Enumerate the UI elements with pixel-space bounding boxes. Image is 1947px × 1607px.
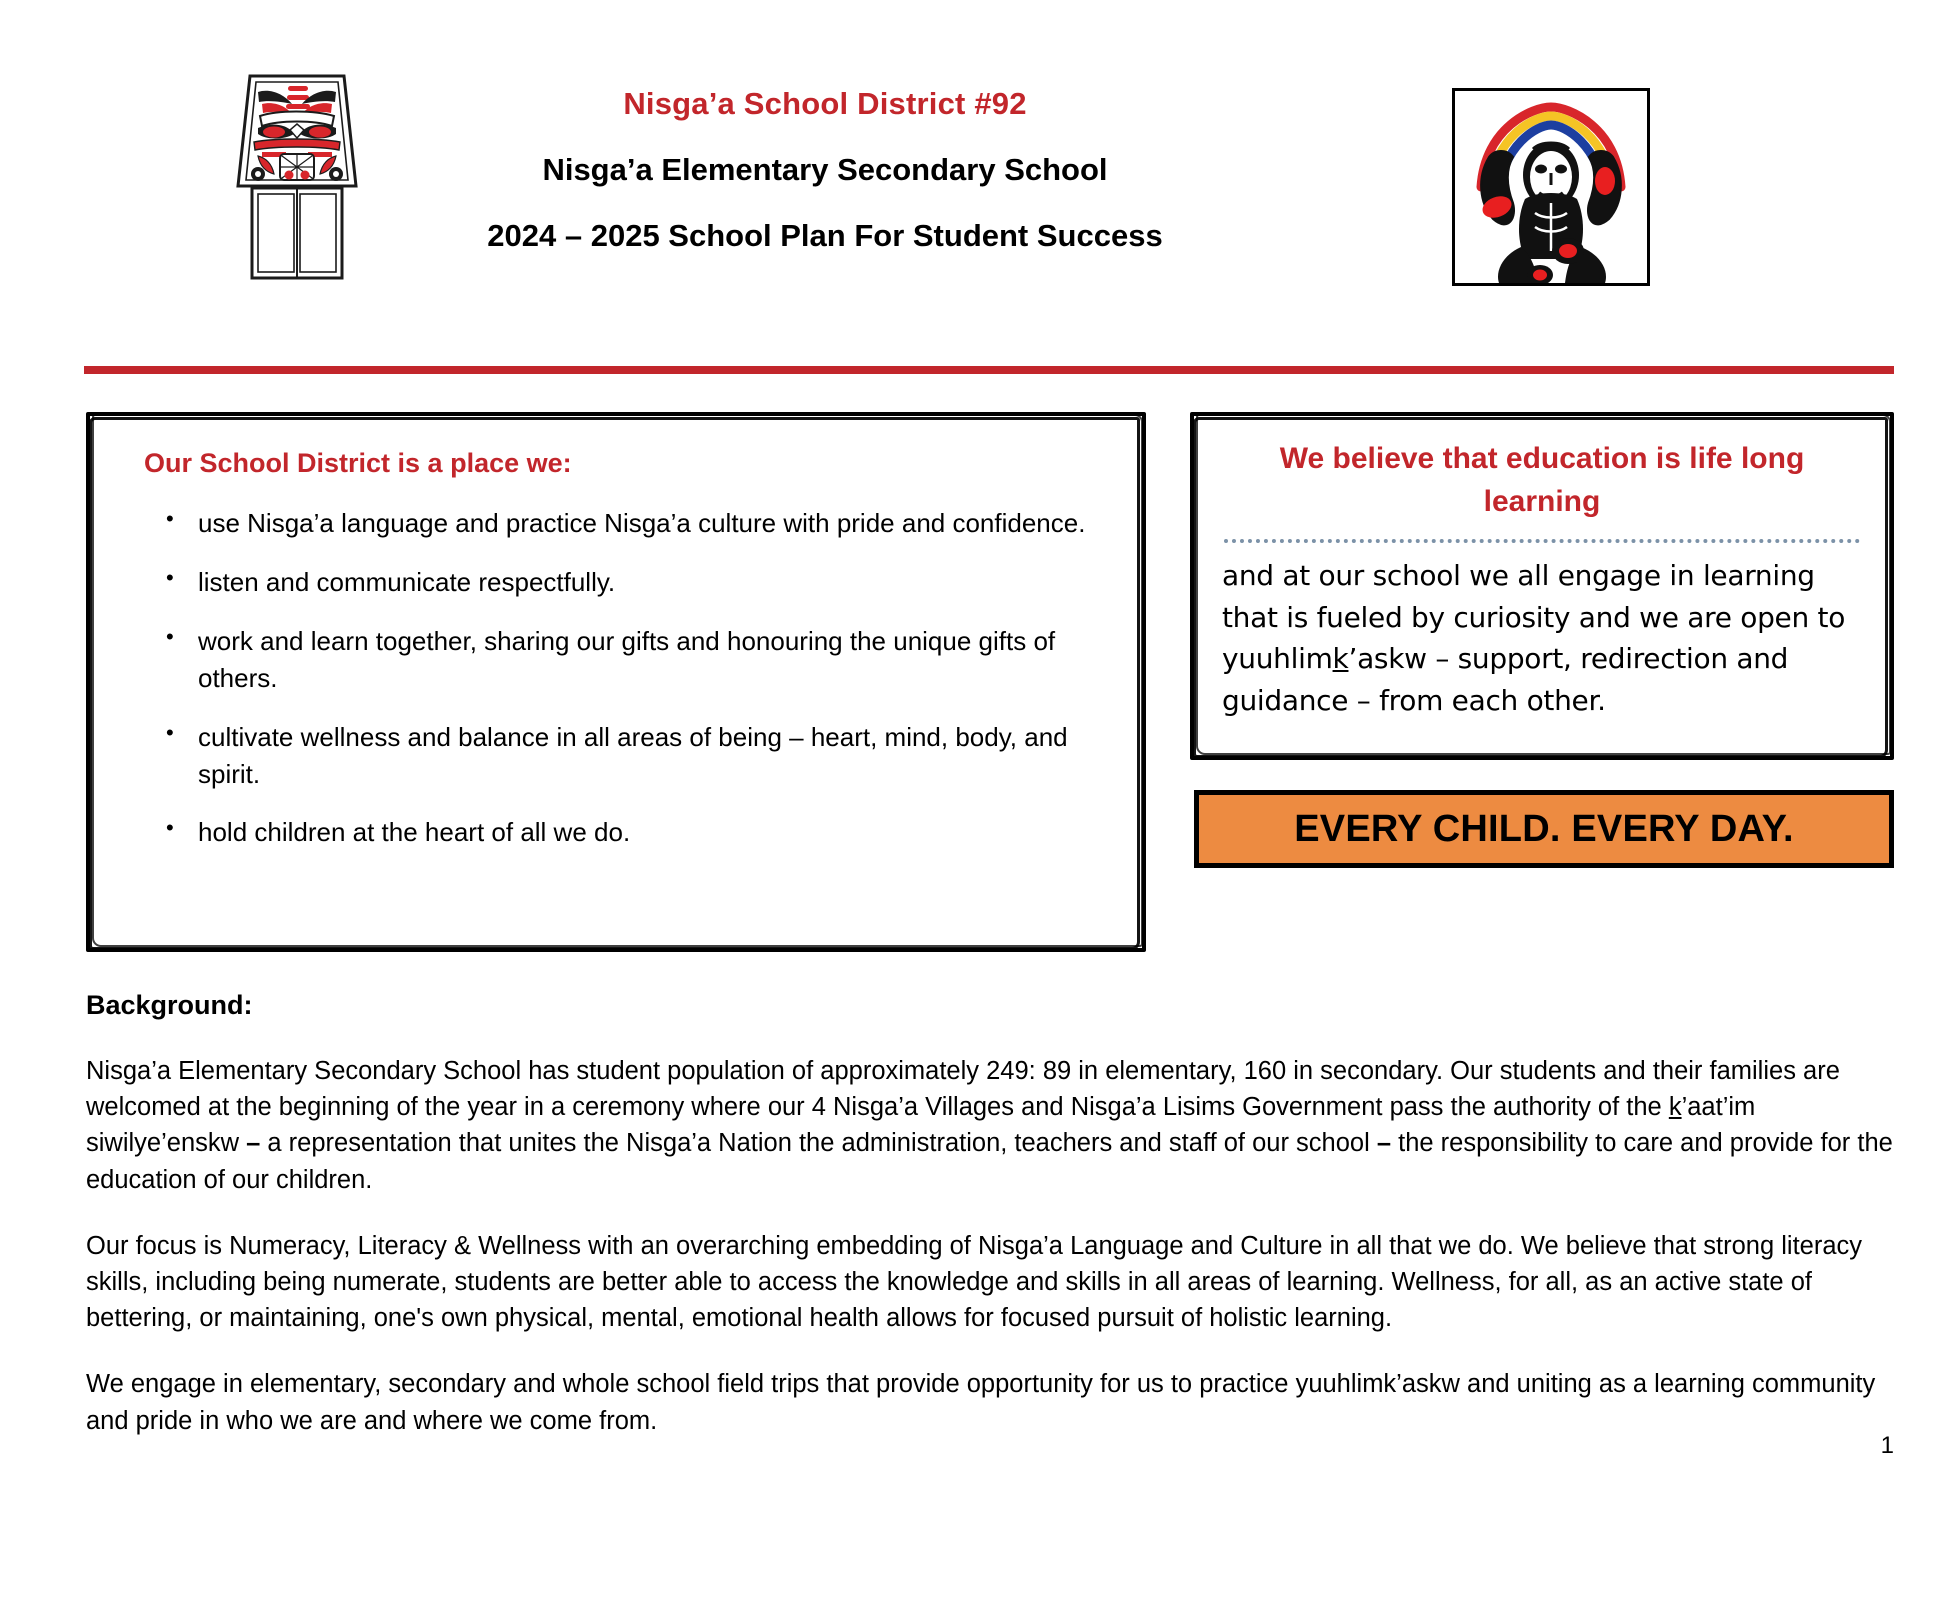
belief-heading: We believe that education is life long learning	[1279, 442, 1805, 518]
bg-p1-dash-1: –	[246, 1129, 261, 1158]
background-paragraph-1	[86, 1053, 1896, 1198]
document-header	[0, 0, 1947, 300]
belief-body-part-1: and at our school we all engage in learning that is fueled by curiosity and we are open to yuuhlim	[1222, 559, 1846, 676]
belief-body-underlined-k: k	[1332, 642, 1349, 676]
list-item: • use Nisga’a language and practice Nisga’a culture with pride and confidence.	[160, 505, 1108, 542]
values-list	[120, 505, 1108, 851]
belief-body	[1216, 549, 1868, 721]
belief-body-part-2: ’askw – support, redirection and guidance – from each other.	[1222, 642, 1789, 717]
bg-p1-part-1: Nisga’a Elementary Secondary School has student population of approximately 249: 89 in elementary, 160 in secondary. Our students and their families are welcomed at the beginning of the year in a ceremony where our 4 Nisga’a Villages and Nisga’a Lisims Government pass the authority of the	[86, 1057, 1840, 1122]
bg-p1-part-2: ’aat’im siwilye’enskw	[86, 1093, 1756, 1158]
plan-title: 2024 – 2025 School Plan For Student Success	[487, 218, 1163, 253]
belief-statement-box	[1190, 412, 1894, 760]
rainbow-figure-logo	[1452, 88, 1650, 286]
background-section	[86, 990, 1896, 1439]
motto-banner	[1194, 790, 1894, 868]
bg-p1-part-3: a representation that unites the Nisga’a Nation the administration, teachers and staff of our school	[260, 1129, 1377, 1158]
list-item: • work and learn together, sharing our gifts and honouring the unique gifts of others.	[160, 623, 1108, 697]
page-number: 1	[1880, 1432, 1894, 1459]
belief-divider	[1224, 539, 1860, 543]
bg-p1-dash-2: –	[1376, 1129, 1392, 1158]
school-title: Nisga’a Elementary Secondary School	[542, 152, 1108, 187]
background-paragraph-2: Our focus is Numeracy, Literacy & Wellness with an overarching embedding of Nisga’a Language and Culture in all that we do. We believe that strong literacy skills, including being numerate, students are better able to access the knowledge and skills in all areas of learning. Wellness, for all, as an active state of bettering, or maintaining, one's own physical, mental, emotional health allows for focused pursuit of holistic learning.	[86, 1231, 1863, 1333]
district-title: Nisga’a School District #92	[623, 86, 1027, 121]
values-and-belief-row	[0, 404, 1947, 954]
list-item: • listen and communicate respectfully.	[160, 564, 1108, 601]
values-box	[86, 412, 1146, 952]
background-heading: Background:	[86, 990, 253, 1020]
motto-text: EVERY CHILD. EVERY DAY.	[1294, 807, 1794, 850]
background-paragraph-3: We engage in elementary, secondary and whole school field trips that provide opportunity for us to practice yuuhlimk’askw and uniting as a learning community and pride in who we are and where we come from.	[86, 1370, 1876, 1435]
bg-p1-underlined-k: k	[1668, 1093, 1682, 1122]
header-title-block	[430, 86, 1220, 254]
list-item: • cultivate wellness and balance in all areas of being – heart, mind, body, and spirit.	[160, 719, 1108, 793]
list-item: • hold children at the heart of all we do.	[160, 814, 1108, 851]
header-divider-rule	[84, 366, 1894, 374]
values-heading: Our School District is a place we:	[144, 448, 572, 478]
bg-p1-part-4: the responsibility to care and provide for the education of our children.	[86, 1129, 1893, 1194]
nisgaa-crest-logo	[232, 68, 362, 283]
